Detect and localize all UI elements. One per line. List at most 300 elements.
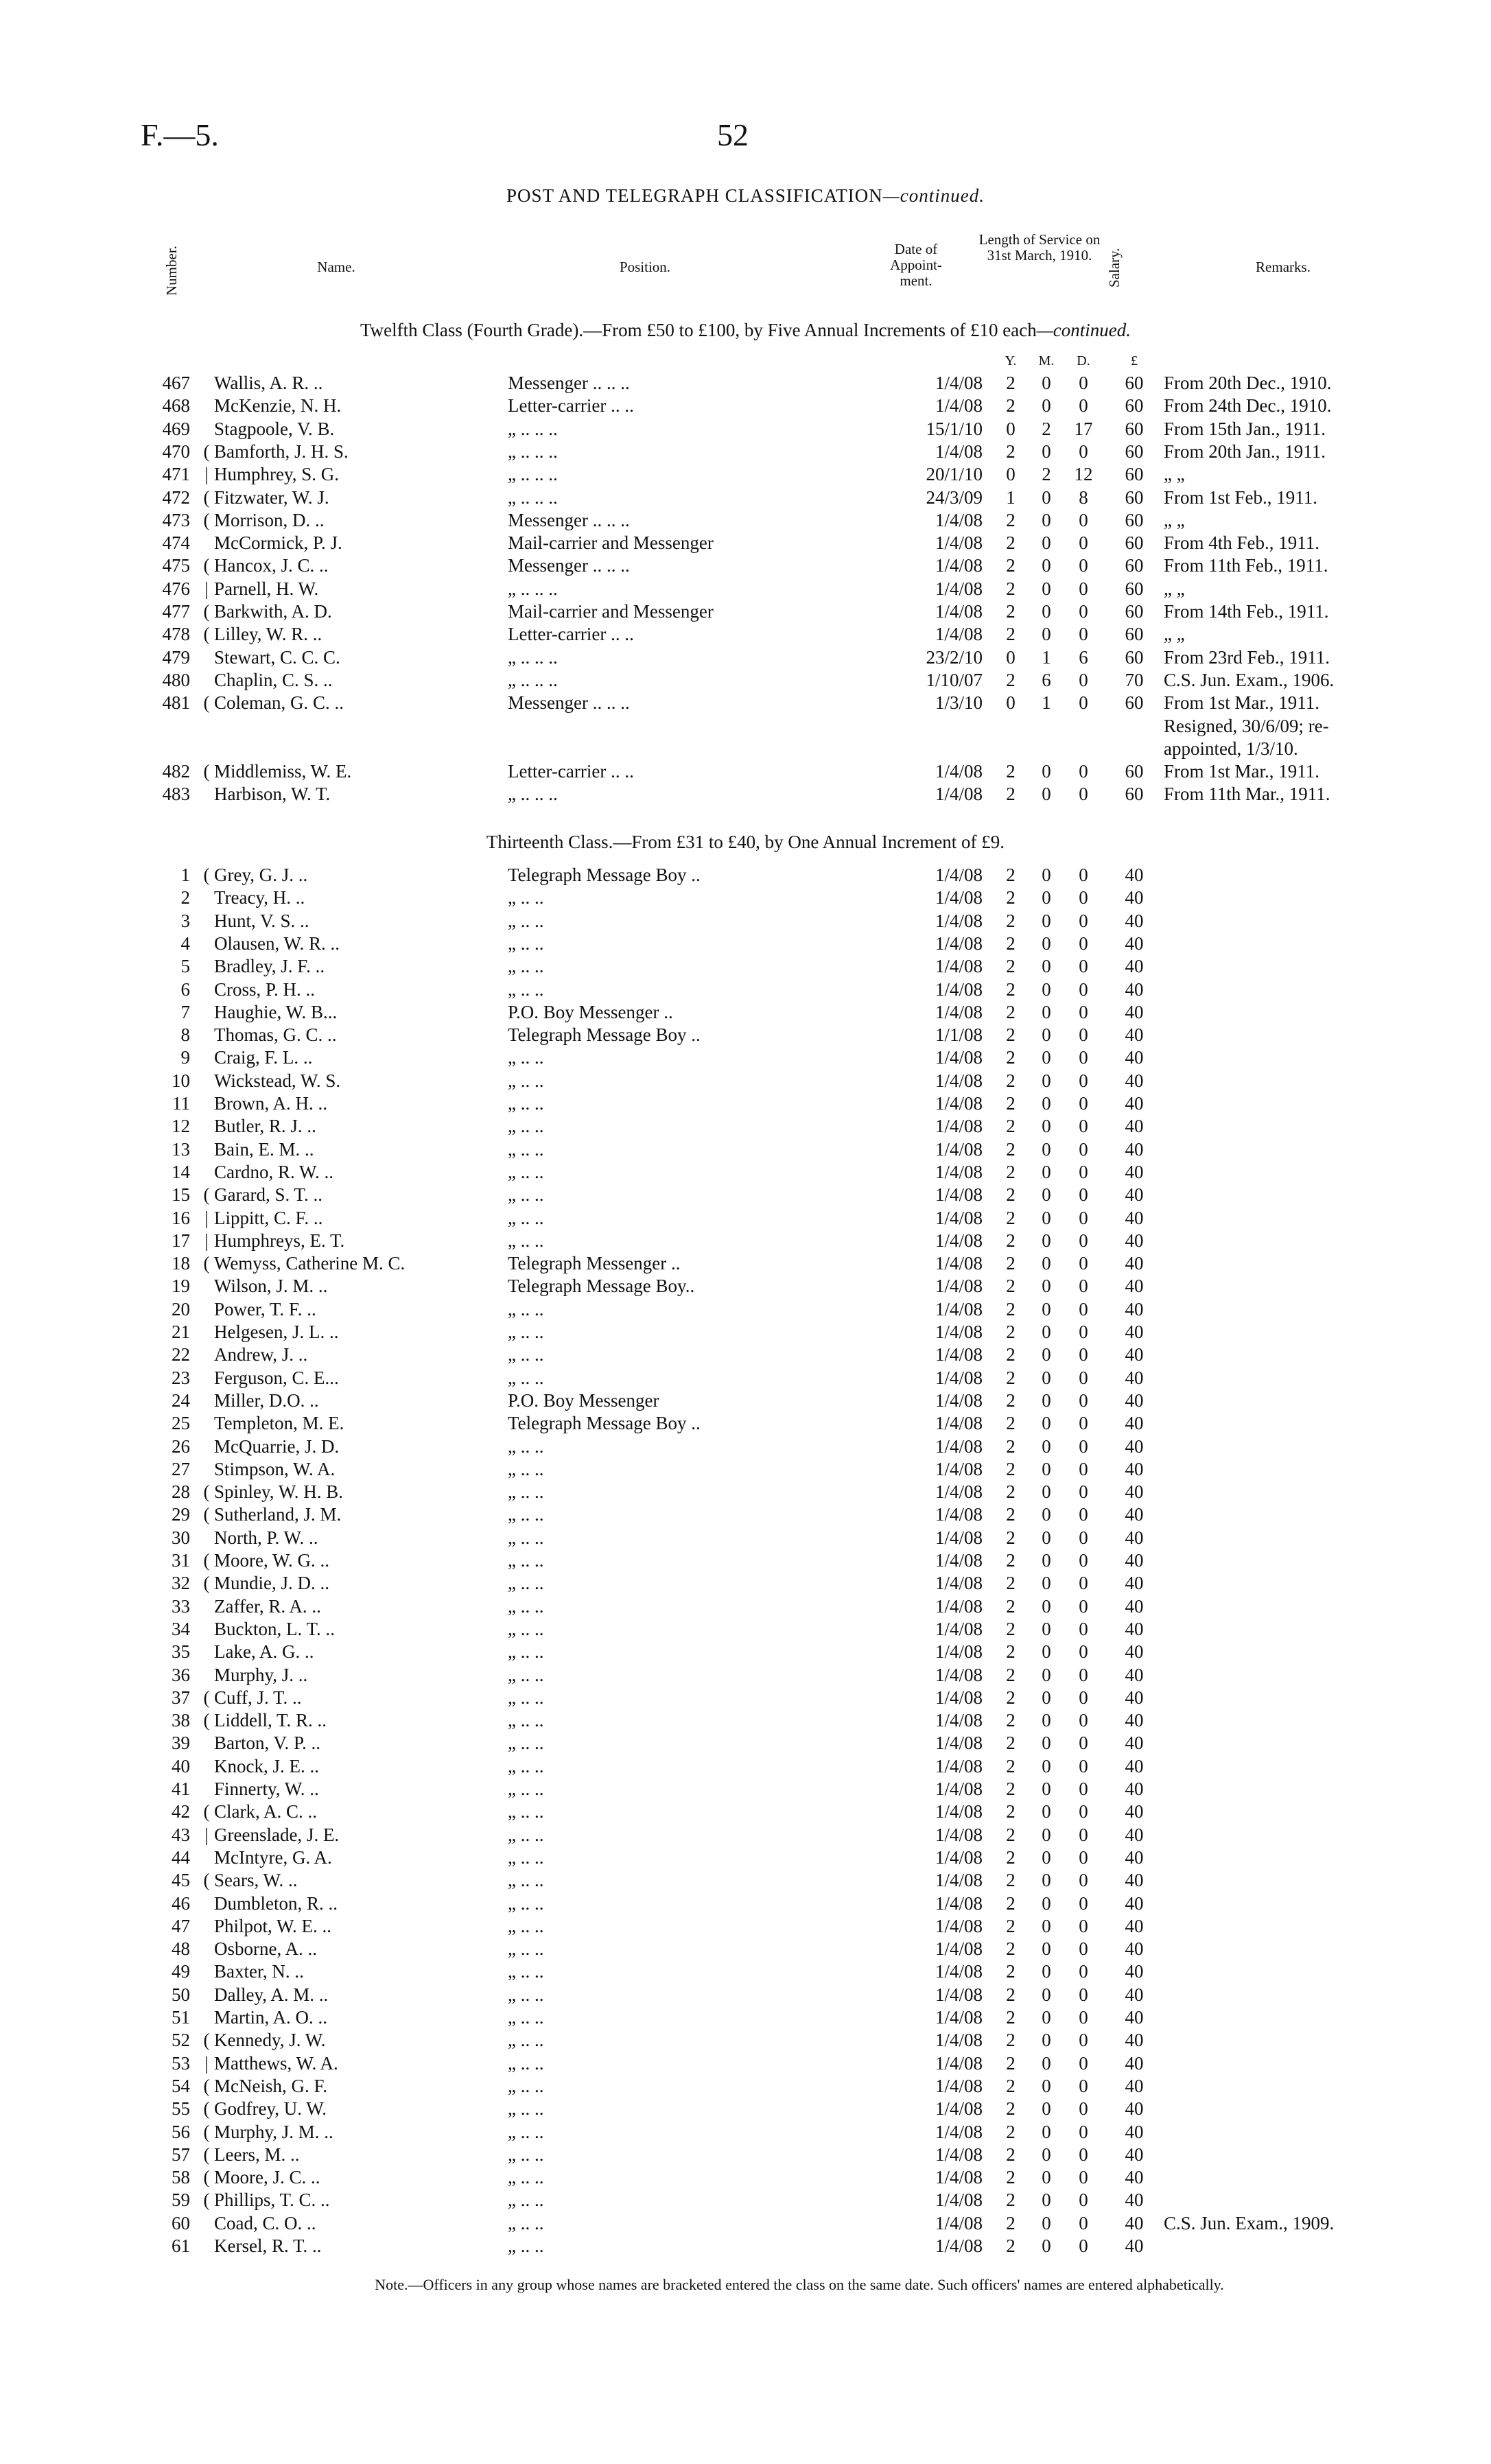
table-row bbox=[0, 486, 1491, 509]
row-date: 1/4/08 bbox=[935, 624, 983, 645]
row-name: Stimpson, W. A. bbox=[214, 1458, 336, 1479]
row-months: 0 bbox=[1042, 2144, 1051, 2165]
row-number: 45 bbox=[172, 1870, 190, 1891]
row-salary: 40 bbox=[1125, 1779, 1144, 1799]
row-bracket: ( bbox=[203, 601, 210, 622]
row-date: 1/4/08 bbox=[935, 601, 983, 622]
row-salary: 40 bbox=[1125, 1984, 1144, 2005]
row-days: 0 bbox=[1079, 669, 1088, 690]
table-row bbox=[0, 1824, 1491, 1846]
row-date: 1/4/08 bbox=[935, 932, 983, 954]
row-date: 1/4/08 bbox=[935, 1093, 983, 1114]
document-title bbox=[0, 185, 1491, 207]
row-position: „ .. .. bbox=[508, 2121, 544, 2142]
row-name: Hunt, V. S. .. bbox=[214, 910, 309, 931]
row-number: 5 bbox=[180, 956, 190, 977]
row-days: 0 bbox=[1079, 761, 1088, 782]
footnote: Note.—Officers in any group whose names are bracketed entered the class on the same date. Such officers' names are entered alphabetically. bbox=[375, 2276, 1224, 2293]
row-months: 0 bbox=[1042, 865, 1051, 885]
table-row bbox=[0, 932, 1491, 955]
row-date: 1/4/08 bbox=[935, 1915, 983, 1936]
row-years: 2 bbox=[1006, 1367, 1015, 1388]
row-position: „ .. .. bbox=[508, 978, 544, 1000]
table-row bbox=[0, 1161, 1491, 1184]
row-date: 1/4/08 bbox=[935, 1961, 983, 1982]
row-months: 0 bbox=[1042, 1161, 1051, 1182]
row-salary: 40 bbox=[1125, 910, 1144, 931]
row-position: „ .. .. bbox=[508, 1116, 544, 1137]
row-months: 0 bbox=[1042, 1755, 1051, 1776]
row-name: Middlemiss, W. E. bbox=[214, 761, 352, 782]
row-months: 0 bbox=[1042, 1915, 1051, 1936]
row-name: Philpot, W. E. .. bbox=[214, 1915, 332, 1936]
row-name: Moore, J. C. .. bbox=[214, 2167, 320, 2188]
row-number: 23 bbox=[172, 1367, 190, 1388]
row-date: 1/4/08 bbox=[935, 1184, 983, 1206]
col-header-remarks: Remarks. bbox=[1256, 259, 1311, 275]
row-years: 2 bbox=[1006, 1070, 1015, 1091]
row-name: McNeish, G. F. bbox=[214, 2075, 328, 2096]
row-salary: 40 bbox=[1125, 1435, 1144, 1457]
row-months: 0 bbox=[1042, 395, 1051, 416]
row-date: 1/4/08 bbox=[935, 978, 983, 1000]
row-name: Lilley, W. R. .. bbox=[214, 624, 322, 645]
row-years: 2 bbox=[1006, 978, 1015, 1000]
row-days: 0 bbox=[1079, 441, 1088, 462]
row-position: „ .. .. bbox=[508, 1687, 544, 1708]
row-date: 1/4/08 bbox=[935, 865, 983, 885]
row-months: 0 bbox=[1042, 1984, 1051, 2005]
row-months: 0 bbox=[1042, 2212, 1051, 2233]
row-days: 0 bbox=[1079, 2144, 1088, 2165]
row-years: 2 bbox=[1006, 1207, 1015, 1228]
row-months: 0 bbox=[1042, 1116, 1051, 1137]
row-position: Messenger .. .. .. bbox=[508, 555, 630, 576]
row-number: 475 bbox=[162, 555, 190, 576]
row-days: 0 bbox=[1079, 1687, 1088, 1708]
row-position: „ .. .. bbox=[508, 2098, 544, 2120]
row-days: 0 bbox=[1079, 1984, 1088, 2005]
row-days: 0 bbox=[1079, 2098, 1088, 2120]
row-years: 2 bbox=[1006, 1733, 1015, 1754]
row-months: 0 bbox=[1042, 1070, 1051, 1091]
row-name: Haughie, W. B... bbox=[214, 1001, 338, 1022]
section-thirteenth-heading: Thirteenth Class.—From £31 to £40, by One Annual Increment of £9. bbox=[486, 832, 1005, 852]
table-row bbox=[0, 2212, 1491, 2235]
row-date: 1/4/08 bbox=[935, 1824, 983, 1845]
row-years: 2 bbox=[1006, 509, 1015, 530]
table-row bbox=[0, 1846, 1491, 1869]
row-days: 0 bbox=[1079, 1047, 1088, 1068]
row-remarks: From 14th Feb., 1911. bbox=[1164, 601, 1329, 622]
row-salary: 60 bbox=[1125, 784, 1144, 805]
row-number: 33 bbox=[172, 1595, 190, 1617]
row-number: 16 bbox=[172, 1207, 190, 1228]
row-number: 57 bbox=[172, 2144, 190, 2165]
row-salary: 40 bbox=[1125, 2190, 1144, 2211]
row-years: 2 bbox=[1006, 2212, 1015, 2233]
row-years: 2 bbox=[1006, 2190, 1015, 2211]
row-date: 1/4/08 bbox=[935, 2236, 983, 2256]
row-name: Dalley, A. M. .. bbox=[214, 1984, 329, 2005]
row-position: „ .. .. bbox=[508, 887, 544, 908]
row-name: Stewart, C. C. C. bbox=[214, 646, 340, 668]
row-years: 2 bbox=[1006, 1298, 1015, 1319]
row-months: 0 bbox=[1042, 1892, 1051, 1914]
table-row bbox=[0, 1230, 1491, 1252]
row-salary: 40 bbox=[1125, 1710, 1144, 1731]
row-number: 18 bbox=[172, 1253, 190, 1274]
unit-salary: £ bbox=[1131, 353, 1138, 368]
row-salary: 40 bbox=[1125, 2121, 1144, 2142]
row-number: 479 bbox=[162, 646, 190, 668]
row-number: 470 bbox=[162, 441, 190, 462]
row-years: 2 bbox=[1006, 1550, 1015, 1571]
row-position: „ .. .. bbox=[508, 1047, 544, 1068]
row-days: 0 bbox=[1079, 1184, 1088, 1206]
row-name: Power, T. F. .. bbox=[214, 1298, 316, 1319]
row-days: 0 bbox=[1079, 2030, 1088, 2051]
row-number: 28 bbox=[172, 1481, 190, 1503]
col-header-length: Length of Service on 31st March, 1910. bbox=[978, 231, 1101, 263]
row-days: 0 bbox=[1079, 1527, 1088, 1548]
row-name: Harbison, W. T. bbox=[214, 784, 331, 805]
row-months: 0 bbox=[1042, 1779, 1051, 1799]
row-days: 0 bbox=[1079, 1138, 1088, 1160]
table-row bbox=[0, 600, 1491, 623]
row-name: Mundie, J. D. .. bbox=[214, 1573, 329, 1594]
row-name: McQuarrie, J. D. bbox=[214, 1435, 340, 1457]
row-bracket: ( bbox=[203, 624, 210, 645]
row-date: 1/4/08 bbox=[935, 1389, 983, 1411]
row-months: 0 bbox=[1042, 1458, 1051, 1479]
row-position: „ .. .. bbox=[508, 1138, 544, 1160]
row-number: 55 bbox=[172, 2098, 190, 2120]
row-salary: 40 bbox=[1125, 1755, 1144, 1776]
row-name: Fitzwater, W. J. bbox=[214, 486, 329, 508]
row-days: 0 bbox=[1079, 509, 1088, 530]
row-position: Telegraph Message Boy.. bbox=[508, 1276, 695, 1297]
row-days: 0 bbox=[1079, 1116, 1088, 1137]
row-position: „ .. .. bbox=[508, 1435, 544, 1457]
table-row bbox=[0, 1252, 1491, 1275]
row-date: 1/4/08 bbox=[935, 1870, 983, 1891]
row-position: „ .. .. bbox=[508, 932, 544, 954]
row-remarks: appointed, 1/3/10. bbox=[1164, 738, 1298, 759]
row-days: 0 bbox=[1079, 1710, 1088, 1731]
row-days: 0 bbox=[1079, 2212, 1088, 2233]
row-days: 0 bbox=[1079, 1892, 1088, 1914]
row-days: 0 bbox=[1079, 2190, 1088, 2211]
table-row bbox=[0, 887, 1491, 909]
row-salary: 40 bbox=[1125, 1961, 1144, 1982]
row-salary: 40 bbox=[1125, 1641, 1144, 1663]
row-salary: 40 bbox=[1125, 1618, 1144, 1639]
row-number: 481 bbox=[162, 692, 190, 714]
row-number: 58 bbox=[172, 2167, 190, 2188]
table-row bbox=[0, 2121, 1491, 2144]
table-row bbox=[0, 1595, 1491, 1618]
row-months: 2 bbox=[1042, 418, 1051, 439]
row-name: Barton, V. P. .. bbox=[214, 1733, 321, 1754]
row-months: 0 bbox=[1042, 1184, 1051, 1206]
row-years: 2 bbox=[1006, 1846, 1015, 1868]
row-days: 0 bbox=[1079, 1161, 1088, 1182]
row-years: 2 bbox=[1006, 1504, 1015, 1525]
row-salary: 40 bbox=[1125, 1481, 1144, 1503]
row-name: Hancox, J. C. .. bbox=[214, 555, 329, 576]
row-months: 0 bbox=[1042, 1573, 1051, 1594]
row-years: 2 bbox=[1006, 1322, 1015, 1342]
table-row bbox=[0, 760, 1491, 783]
row-months: 0 bbox=[1042, 1595, 1051, 1617]
row-salary: 60 bbox=[1125, 441, 1144, 462]
row-date: 1/4/08 bbox=[935, 1687, 983, 1708]
row-years: 2 bbox=[1006, 1710, 1015, 1731]
row-number: 9 bbox=[180, 1047, 190, 1068]
table-row bbox=[0, 1618, 1491, 1641]
row-name: Knock, J. E. .. bbox=[214, 1755, 319, 1776]
row-name: Butler, R. J. .. bbox=[214, 1116, 316, 1137]
row-name: Brown, A. H. .. bbox=[214, 1093, 328, 1114]
row-name: Osborne, A. .. bbox=[214, 1938, 317, 1960]
row-months: 2 bbox=[1042, 464, 1051, 485]
row-months: 0 bbox=[1042, 1276, 1051, 1297]
row-position: „ .. .. bbox=[508, 1504, 544, 1525]
row-date: 1/4/08 bbox=[935, 1230, 983, 1251]
row-years: 2 bbox=[1006, 1618, 1015, 1639]
row-months: 6 bbox=[1042, 669, 1051, 690]
row-date: 1/4/08 bbox=[935, 887, 983, 908]
row-position: „ .. .. bbox=[508, 2007, 544, 2028]
row-months: 0 bbox=[1042, 761, 1051, 782]
row-salary: 40 bbox=[1125, 1161, 1144, 1182]
row-months: 0 bbox=[1042, 1664, 1051, 1685]
row-salary: 40 bbox=[1125, 2236, 1144, 2256]
row-bracket: | bbox=[204, 464, 209, 485]
table-row bbox=[0, 1207, 1491, 1230]
table-row bbox=[0, 2006, 1491, 2029]
row-months: 0 bbox=[1042, 2030, 1051, 2051]
row-days: 0 bbox=[1079, 624, 1088, 645]
table-row bbox=[0, 395, 1491, 417]
row-years: 2 bbox=[1006, 2144, 1015, 2165]
row-number: 41 bbox=[172, 1779, 190, 1799]
row-date: 1/4/08 bbox=[935, 1276, 983, 1297]
row-months: 0 bbox=[1042, 1207, 1051, 1228]
row-number: 472 bbox=[162, 486, 190, 508]
row-months: 0 bbox=[1042, 978, 1051, 1000]
row-years: 2 bbox=[1006, 1527, 1015, 1548]
unit-months: M. bbox=[1038, 353, 1055, 368]
row-number: 54 bbox=[172, 2075, 190, 2096]
row-date: 1/4/08 bbox=[935, 761, 983, 782]
col-header-position: Position. bbox=[619, 259, 671, 275]
table-row bbox=[0, 1572, 1491, 1595]
row-number: 21 bbox=[172, 1322, 190, 1342]
row-position: „ .. .. .. bbox=[508, 441, 558, 462]
row-months: 0 bbox=[1042, 956, 1051, 977]
table-row bbox=[0, 441, 1491, 463]
row-date: 1/4/08 bbox=[935, 1573, 983, 1594]
row-date: 1/4/08 bbox=[935, 395, 983, 416]
row-number: 61 bbox=[172, 2236, 190, 2256]
row-position: „ .. .. bbox=[508, 1846, 544, 1868]
row-days: 0 bbox=[1079, 2007, 1088, 2028]
row-date: 1/4/08 bbox=[935, 1001, 983, 1022]
row-date: 1/4/08 bbox=[935, 1161, 983, 1182]
row-salary: 40 bbox=[1125, 1138, 1144, 1160]
row-days: 0 bbox=[1079, 1961, 1088, 1982]
row-bracket: ( bbox=[203, 1481, 210, 1503]
row-remarks: „ „ bbox=[1164, 624, 1185, 645]
row-salary: 40 bbox=[1125, 1870, 1144, 1891]
row-months: 0 bbox=[1042, 1435, 1051, 1457]
row-position: „ .. .. bbox=[508, 1733, 544, 1754]
row-number: 31 bbox=[172, 1550, 190, 1571]
row-years: 2 bbox=[1006, 887, 1015, 908]
row-months: 0 bbox=[1042, 441, 1051, 462]
row-years: 2 bbox=[1006, 1870, 1015, 1891]
row-name: Lippitt, C. F. .. bbox=[214, 1207, 323, 1228]
row-position: Letter-carrier .. .. bbox=[508, 761, 634, 782]
row-bracket: ( bbox=[203, 2030, 210, 2051]
row-number: 20 bbox=[172, 1298, 190, 1319]
row-salary: 60 bbox=[1125, 624, 1144, 645]
row-position: „ .. .. bbox=[508, 1892, 544, 1914]
row-position: „ .. .. bbox=[508, 1641, 544, 1663]
row-date: 1/4/08 bbox=[935, 1344, 983, 1365]
row-days: 0 bbox=[1079, 692, 1088, 714]
row-position: „ .. .. bbox=[508, 1755, 544, 1776]
row-name: Craig, F. L. .. bbox=[214, 1047, 313, 1068]
row-name: Barkwith, A. D. bbox=[214, 601, 332, 622]
row-bracket: ( bbox=[203, 555, 210, 576]
row-position: Telegraph Message Boy .. bbox=[508, 865, 701, 885]
row-days: 0 bbox=[1079, 1573, 1088, 1594]
row-salary: 40 bbox=[1125, 1344, 1144, 1365]
row-name: Martin, A. O. .. bbox=[214, 2007, 327, 2028]
table-row bbox=[0, 532, 1491, 554]
row-date: 1/4/08 bbox=[935, 1779, 983, 1799]
row-name: Bain, E. M. .. bbox=[214, 1138, 314, 1160]
table-row bbox=[0, 1298, 1491, 1321]
row-days: 0 bbox=[1079, 578, 1088, 599]
row-date: 1/10/07 bbox=[926, 669, 983, 690]
row-number: 476 bbox=[162, 578, 190, 599]
row-days: 0 bbox=[1079, 932, 1088, 954]
row-number: 3 bbox=[180, 910, 190, 931]
row-number: 38 bbox=[172, 1710, 190, 1731]
row-date: 1/4/08 bbox=[935, 2007, 983, 2028]
row-months: 0 bbox=[1042, 1093, 1051, 1114]
row-number: 1 bbox=[180, 865, 190, 885]
row-days: 0 bbox=[1079, 1550, 1088, 1571]
row-number: 467 bbox=[162, 373, 190, 393]
row-position: Messenger .. .. .. bbox=[508, 692, 630, 714]
row-salary: 40 bbox=[1125, 1322, 1144, 1342]
row-position: Telegraph Message Boy .. bbox=[508, 1413, 701, 1434]
row-salary: 60 bbox=[1125, 601, 1144, 622]
row-bracket: | bbox=[204, 1207, 209, 1228]
row-number: 469 bbox=[162, 418, 190, 439]
row-number: 7 bbox=[180, 1001, 190, 1022]
table-row bbox=[0, 1778, 1491, 1800]
row-days: 0 bbox=[1079, 784, 1088, 805]
table-row bbox=[0, 1641, 1491, 1663]
row-salary: 40 bbox=[1125, 887, 1144, 908]
row-position: „ .. .. bbox=[508, 2144, 544, 2165]
row-number: 468 bbox=[162, 395, 190, 416]
row-name: Bamforth, J. H. S. bbox=[214, 441, 349, 462]
row-days: 0 bbox=[1079, 1504, 1088, 1525]
row-number: 477 bbox=[162, 601, 190, 622]
row-name: Thomas, G. C. .. bbox=[214, 1024, 337, 1046]
row-salary: 40 bbox=[1125, 1207, 1144, 1228]
row-number: 50 bbox=[172, 1984, 190, 2005]
row-salary: 40 bbox=[1125, 2144, 1144, 2165]
row-salary: 60 bbox=[1125, 418, 1144, 439]
row-bracket: ( bbox=[203, 1870, 210, 1891]
row-number: 482 bbox=[162, 761, 190, 782]
row-years: 2 bbox=[1006, 932, 1015, 954]
row-salary: 60 bbox=[1125, 509, 1144, 530]
row-position: „ .. .. bbox=[508, 1481, 544, 1503]
table-row bbox=[0, 1092, 1491, 1115]
row-months: 0 bbox=[1042, 1047, 1051, 1068]
row-days: 0 bbox=[1079, 910, 1088, 931]
row-date: 1/4/08 bbox=[935, 555, 983, 576]
row-years: 2 bbox=[1006, 2236, 1015, 2256]
row-days: 0 bbox=[1079, 2075, 1088, 2096]
row-name: Sutherland, J. M. bbox=[214, 1504, 342, 1525]
row-date: 1/4/08 bbox=[935, 1618, 983, 1639]
row-months: 0 bbox=[1042, 1138, 1051, 1160]
table-row bbox=[0, 1024, 1491, 1046]
row-date: 1/4/08 bbox=[935, 1846, 983, 1868]
row-salary: 60 bbox=[1125, 761, 1144, 782]
row-days: 0 bbox=[1079, 1846, 1088, 1868]
row-years: 2 bbox=[1006, 578, 1015, 599]
row-years: 2 bbox=[1006, 1892, 1015, 1914]
row-position: „ .. .. bbox=[508, 1870, 544, 1891]
row-years: 2 bbox=[1006, 1001, 1015, 1022]
row-months: 0 bbox=[1042, 578, 1051, 599]
row-days: 12 bbox=[1074, 464, 1093, 485]
row-number: 15 bbox=[172, 1184, 190, 1206]
row-name: McKenzie, N. H. bbox=[214, 395, 342, 416]
table-row bbox=[0, 1184, 1491, 1206]
row-date: 1/4/08 bbox=[935, 956, 983, 977]
row-name: Wemyss, Catherine M. C. bbox=[214, 1253, 406, 1274]
row-days: 0 bbox=[1079, 2121, 1088, 2142]
row-number: 24 bbox=[172, 1389, 190, 1411]
row-days: 17 bbox=[1074, 418, 1093, 439]
row-date: 20/1/10 bbox=[926, 464, 983, 485]
table-row bbox=[0, 738, 1491, 760]
row-bracket: ( bbox=[203, 2144, 210, 2165]
row-position: „ .. .. bbox=[508, 1618, 544, 1639]
row-years: 2 bbox=[1006, 1687, 1015, 1708]
table-row bbox=[0, 1070, 1491, 1092]
row-position: „ .. .. bbox=[508, 2030, 544, 2051]
row-number: 6 bbox=[180, 978, 190, 1000]
row-number: 35 bbox=[172, 1641, 190, 1663]
row-months: 0 bbox=[1042, 1413, 1051, 1434]
row-days: 0 bbox=[1079, 1938, 1088, 1960]
table-row bbox=[0, 1709, 1491, 1732]
row-bracket: ( bbox=[203, 441, 210, 462]
